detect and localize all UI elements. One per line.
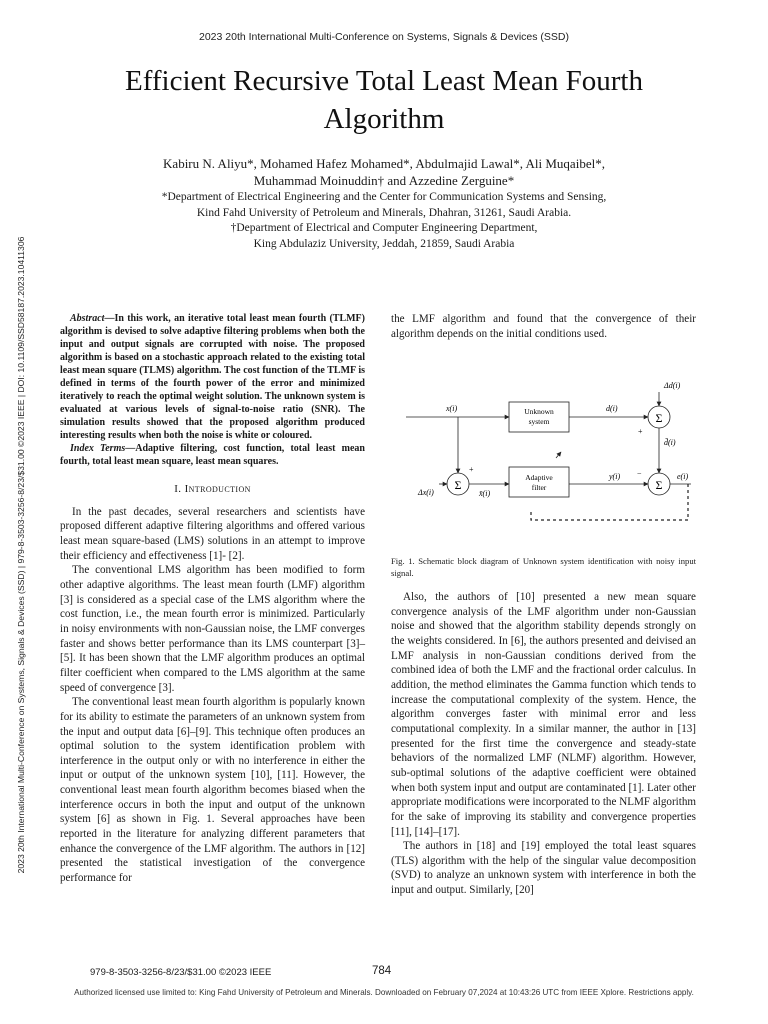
label-x-bar: x̄(i) [479,489,491,498]
doi-sidebar [12,160,30,950]
intro-paragraph-2: The conventional LMS algorithm has been modified to form other adaptive algorithms. The least mean fourth (LMF) algorithm [3] is considered as a special case of the LMS algorithm where the cost function, i.e., the mean fourth error is minimized. Particularly in noisy environments with non-Gaussian noise, the LMF converges faster and shows better performance than its LMS counterpart [3]–[5]. It has been shown that the LMF algorithm produces an optimal filter coefficient when compared to the LMS algorithm at the same speed of convergence [3]. [60,564,365,694]
intro-paragraph-1: In the past decades, several researchers and scientists have proposed different adaptive filtering algorithms and offered various least mean square-based (LMS) solutions in an attempt to improve their efficiency and effectiveness [1]- [2]. [60,505,365,562]
adapt-arrow [556,452,561,458]
title-line-1: Efficient Recursive Total Least Mean Fourth [125,65,643,97]
right-paragraph-continued: the LMF algorithm and found that the convergence of their algorithm depends on the initial conditions used. [391,313,696,340]
sum-symbol-input: Σ [454,478,462,492]
label-delta-d: Δd(i) [664,381,681,390]
page-number: 784 [372,965,392,977]
index-terms-text: —Adaptive filtering, cost function, total least mean fourth, total least mean square, least mean squares. [60,443,365,467]
unknown-system-label-2: system [528,417,550,426]
affiliation-line-4: King Abdulaziz University, Jeddah, 21859, Saudi Arabia [253,237,515,250]
figure-caption: Fig. 1. Schematic block diagram of Unknown system identification with noisy input signal. [391,556,696,578]
authors-line-2: Muhammad Moinuddin† and Azzedine Zerguine* [253,173,515,188]
right-paragraph-1: Also, the authors of [10] presented a new mean square convergence analysis of the LMF algorithm under non-Gaussian noise and showed that the algorithm stability depends strongly on the weights considered. In [6], the authors presented and deivised an LMF analysis in non-Gaussian conditions derived from the combined idea of both the LMF and the fractional order calculus. In addition, the method eliminates the Gamma function which tends to increase the computational complexity of the system. Hence, the algorithm converges faster with minimal error and less computational complexity. In a similar manner, the author in [13] presented for the first time the convergence and steady-state behaviors of the normalized LMF (NLMF) algorithm. However, sub-optimal solutions of the adaptive coefficient were obtained when both system input and output are contaminated [1]. Later other appropriate modifications were incorporated to the NLMF algorithm for the sake of improving its stability and convergence properties [11], [14]–[17]. [391,591,696,838]
block-diagram-figure [391,372,706,532]
adaptive-filter-block [509,467,569,497]
title-line-2: Algorithm [323,103,445,135]
label-x: x(i) [446,404,458,413]
section-heading-introduction [60,482,365,497]
plus-output: + [638,427,643,436]
adaptive-filter-label-1: Adaptive [525,473,553,482]
authorized-use-notice: Authorized licensed use limited to: King Fahd University of Petroleum and Minerals. Downloaded on February 07,2024 at 10:43:26 UTC from IEEE Xplore. Restrictions apply. [74,988,694,997]
doi-sidebar-text: 2023 20th International Multi-Conference on Systems, Signals & Devices (SSD) | 979-8-3503-3256-8/23/$31.00 ©2023 IEEE | DOI: 10.1109/SSD58187.2023.10411306 [16,236,26,874]
right-column-top [391,312,696,341]
conference-header: 2023 20th International Multi-Conference on Systems, Signals & Devices (SSD) [198,31,569,43]
label-d-bar: d̄(i) [664,438,676,447]
label-e: e(i) [677,472,689,481]
affiliation-line-3: †Department of Electrical and Computer Engineering Department, [230,222,538,234]
abstract-label: Abstract [70,313,105,324]
index-terms-label: Index Terms [70,443,126,454]
label-delta-x: Δx(i) [418,488,434,497]
minus-error: − [637,469,642,478]
affiliations [60,190,708,252]
label-y: y(i) [609,472,621,481]
right-paragraph-2: The authors in [18] and [19] employed the total least squares (TLS) algorithm with the help of the singular value decomposition (SVD) to analyze an unknown system with interference in both the input and output. Similarly, [20] [391,840,696,897]
left-column [60,312,365,886]
footer-isbn: 979-8-3503-3256-8/23/$31.00 ©2023 IEEE [90,967,272,978]
sum-symbol-output: Σ [655,411,663,425]
adaptive-filter-label-2: filter [531,483,547,492]
intro-paragraph-3: The conventional least mean fourth algorithm is popularly known for its ability to estimate the parameters of an unknown system from the input and output data [6]–[9]. This technique often produces an optimal solution to the system identification problem with interference in the output only or with no interference in either the input or output of the unknown system [10], [11]. However, the conventional least mean fourth algorithm becomes biased when the interference occurs in both the input and output of the unknown system [6] as shown in Fig. 1. Several approaches have been reported in the literature for analyzing different parameters that enhance the convergence of the LMF algorithm. The authors in [12] presented the statistical investigation of the convergence performance for [60,696,365,885]
unknown-system-label-1: Unknown [524,407,554,416]
abstract-text: —In this work, an iterative total least mean fourth (TLMF) algorithm is devised to solve adaptive filtering problems when both the input and output signals are corrupted with noise. The proposed algorithm is based on a stochastic approach related to the existing total least mean square (TLMS) algorithm. The cost function of the TLMF is defined in terms of the fourth power of the error and minimized iteratively to reach the optimal weight solution. The unknown system is evaluated at various levels of signal-to-noise ratio (SNR). The simulation results showed that the proposed algorithm produced interesting results when both the noise is white or coloured. [60,313,365,441]
author-list [60,155,708,189]
affiliation-line-2: Kind Fahd University of Petroleum and Minerals, Dhahran, 31261, Saudi Arabia. [196,206,572,219]
affiliation-line-1: *Department of Electrical Engineering and the Center for Communication Systems and Sensing, [161,191,607,203]
paper-title [60,62,708,138]
authors-line-1: Kabiru N. Aliyu*, Mohamed Hafez Mohamed*, Abdulmajid Lawal*, Ali Muqaibel*, [163,156,605,171]
right-column-body [391,590,696,898]
sum-symbol-error: Σ [655,478,663,492]
section-title: Introduction [184,483,251,495]
section-number: I. [174,483,182,495]
label-d: d(i) [606,404,618,413]
abstract [60,312,365,468]
plus-input: + [469,465,474,474]
